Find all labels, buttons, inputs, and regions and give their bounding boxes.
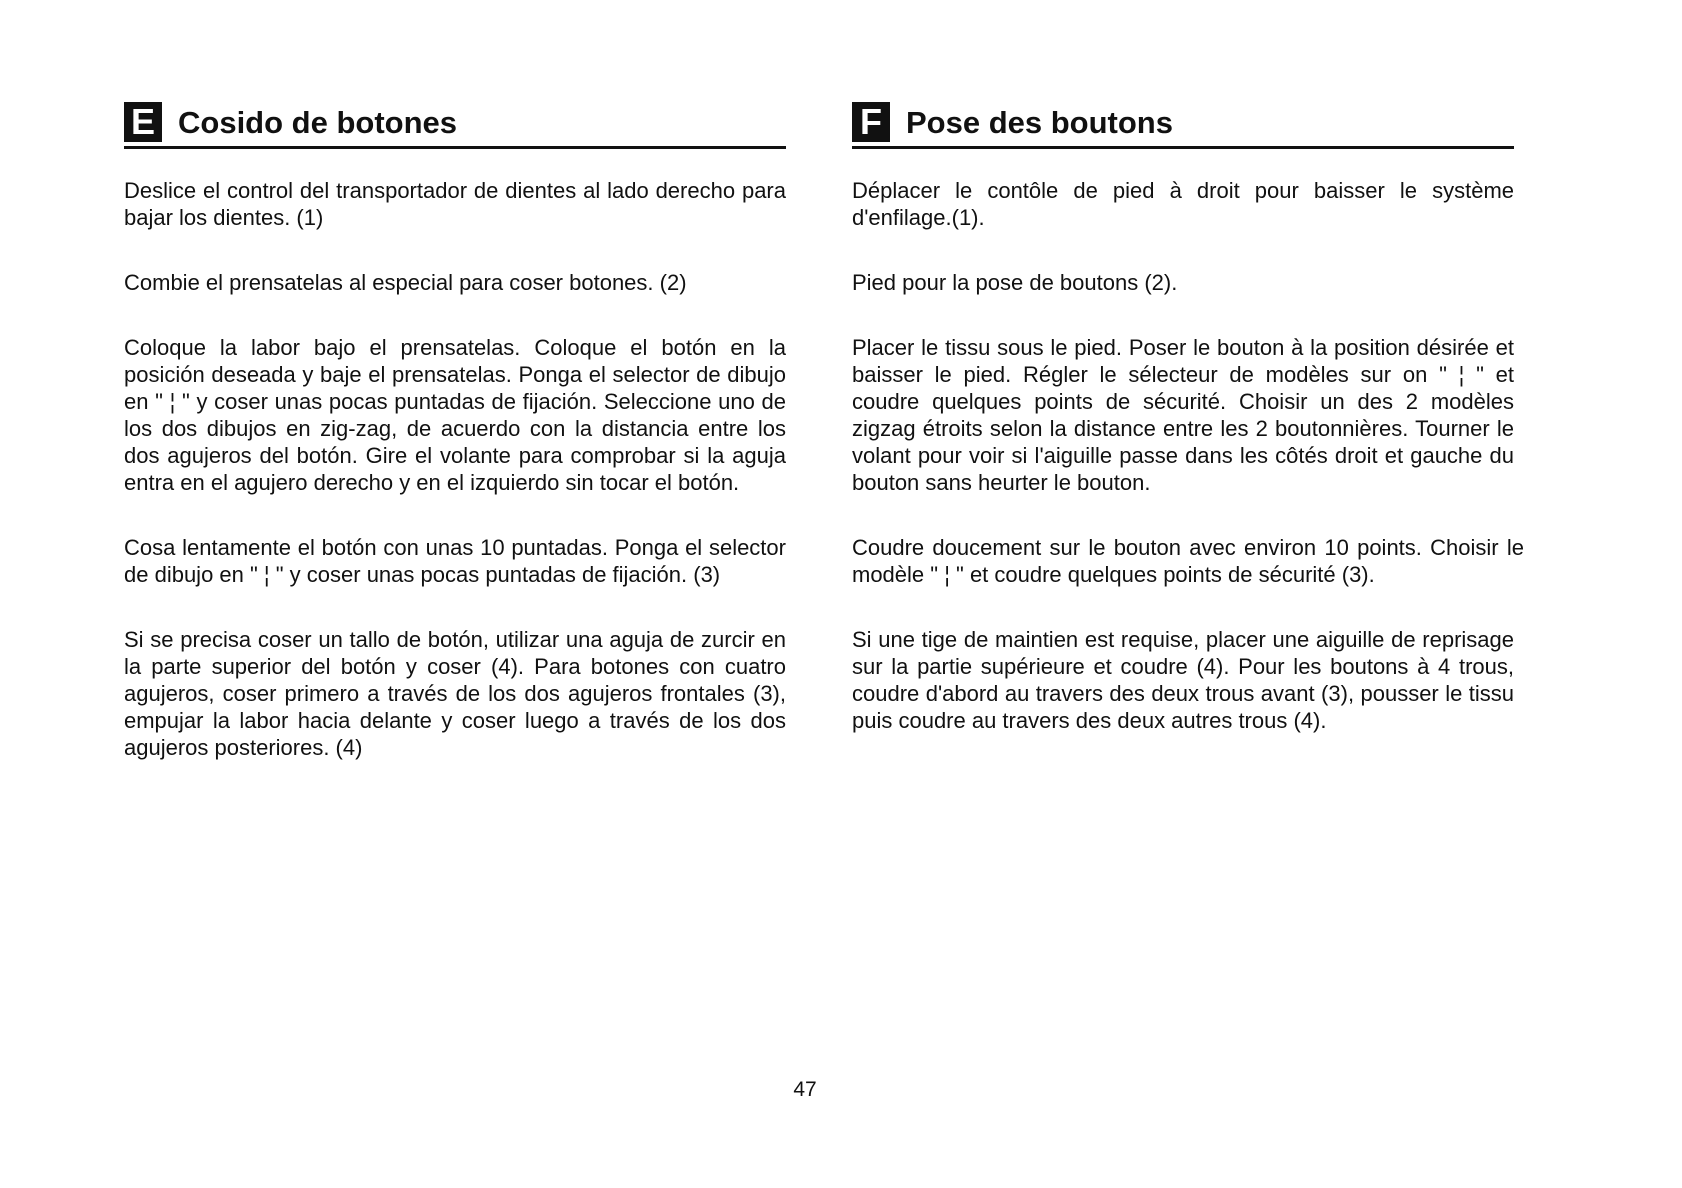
paragraph: Deslice el control del transportador de dientes al lado derecho para bajar los dientes. (1) <box>124 178 786 230</box>
paragraph: Si se precisa coser un tallo de botón, utilizar una aguja de zurcir en la parte superior del botón y coser (4). Para botones con cuatro agujeros, coser primero a través de los dos agujeros frontales (3), empujar la labor hacia delante y coser luego a través de los dos agujeros posteriores. (4) <box>124 627 786 760</box>
paragraph: Pied pour la pose de boutons (2). <box>852 270 1178 295</box>
section-french <box>852 100 1524 772</box>
page-number: 47 <box>793 1078 817 1101</box>
paragraph: Combie el prensatelas al especial para coser botones. (2) <box>124 270 687 295</box>
paragraph: Si une tige de maintien est requise, placer une aiguille de reprisage sur la partie supérieure et coudre (4). Pour les boutons à 4 trous, coudre d'abord au travers des deux trous avant (3), pousser le tissu puis coudre au travers des deux autres trous (4). <box>852 627 1514 733</box>
paragraph: Placer le tissu sous le pied. Poser le bouton à la position désirée et baisser le pied. Régler le sélecteur de modèles sur on " ¦ " et coudre quelques points de sécurité. Choisir un des 2 modèles zigzag étroits selon la distance entre les 2 boutonnières. Tourner le volant pour voir si l'aiguille passe dans les côtés droit et gauche du bouton sans heurter le bouton. <box>852 335 1514 495</box>
section-letter-badge: E <box>124 102 162 142</box>
section-letter-badge: F <box>852 102 890 142</box>
section-body <box>852 177 1524 734</box>
section-title: Cosido de botones <box>178 105 457 140</box>
section-body <box>124 177 786 761</box>
section-header-es <box>124 100 786 149</box>
paragraph: Coudre doucement sur le bouton avec environ 10 points. Choisir le modèle " ¦ " et coudre quelques points de sécurité (3). <box>852 535 1524 587</box>
paragraph: Déplacer le contôle de pied à droit pour baisser le système d'enfilage.(1). <box>852 178 1514 230</box>
section-header-fr <box>852 100 1514 149</box>
section-spanish <box>124 100 786 799</box>
section-title: Pose des boutons <box>906 105 1173 140</box>
paragraph: Coloque la labor bajo el prensatelas. Coloque el botón en la posición deseada y baje el prensatelas. Ponga el selector de dibujo en " ¦ " y coser unas pocas puntadas de fijación. Seleccione uno de los dos dibujos en zig-zag, de acuerdo con la distancia entre los dos agujeros del botón. Gire el volante para comprobar si la aguja entra en el agujero derecho y en el izquierdo sin tocar el botón. <box>124 335 786 495</box>
paragraph: Cosa lentamente el botón con unas 10 puntadas. Ponga el selector de dibujo en " ¦ " y coser unas pocas puntadas de fijación. (3) <box>124 535 786 587</box>
